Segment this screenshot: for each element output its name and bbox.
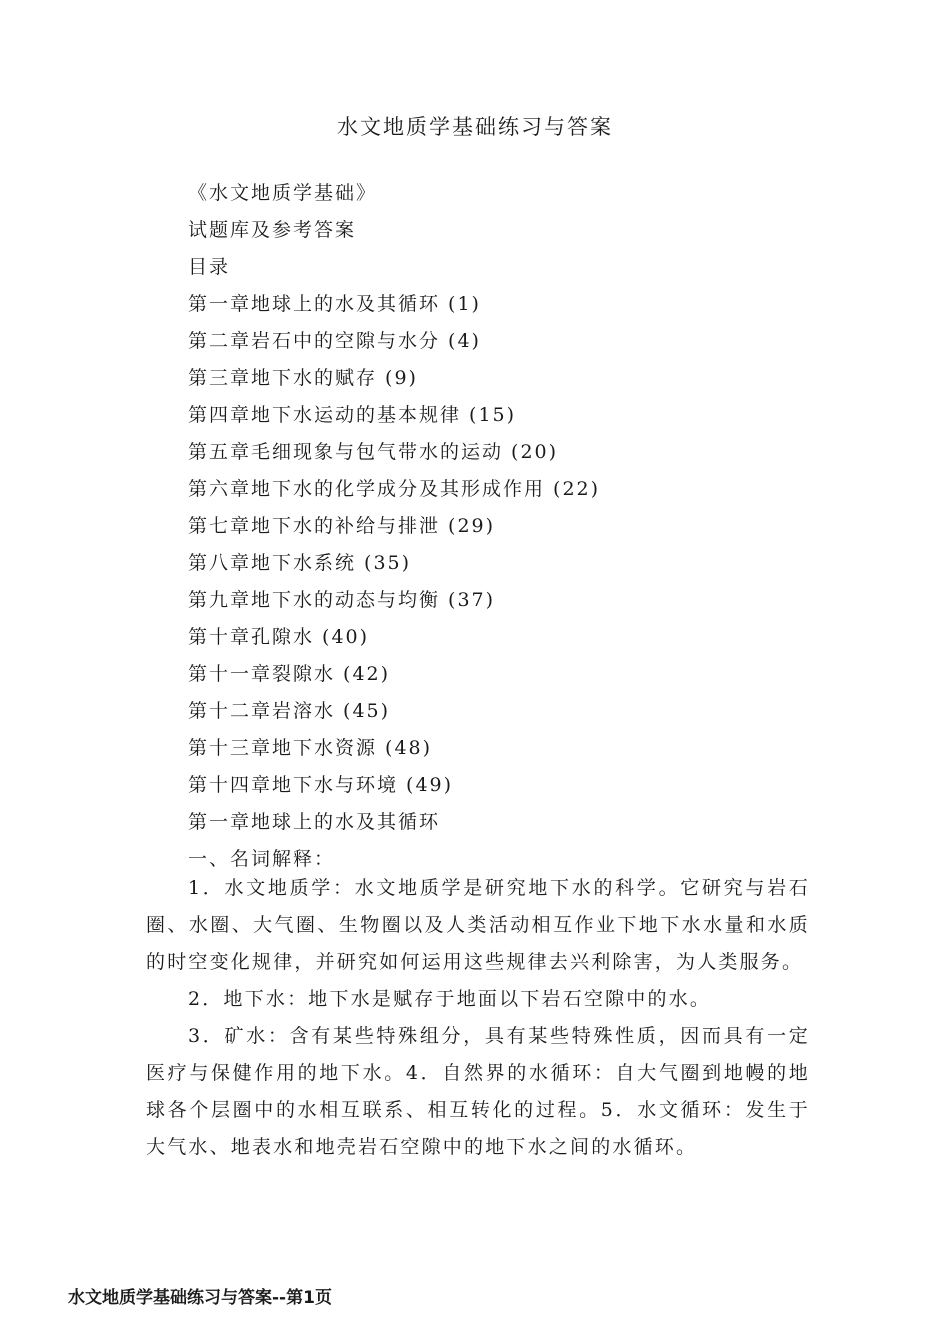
toc-heading: 目录 (188, 256, 231, 278)
body-text (146, 870, 810, 1166)
toc-entry: 第六章地下水的化学成分及其形成作用 (22) (188, 478, 601, 500)
page-footer: 水文地质学基础练习与答案--第1页 (68, 1288, 332, 1308)
section-heading: 一、名词解释： (188, 848, 336, 870)
toc-entry: 第十四章地下水与环境 (49) (188, 774, 454, 796)
toc-entry: 第四章地下水运动的基本规律 (15) (188, 404, 517, 426)
toc-entry: 第二章岩石中的空隙与水分 (4) (188, 330, 481, 352)
definition-paragraph: 3．矿水：含有某些特殊组分，具有某些特殊性质，因而具有一定医疗与保健作用的地下水。4．自然界的水循环：自大气圈到地幔的地球各个层圈中的水相互联系、相互转化的过程。5．水文循环：发生于大气水、地表水和地壳岩石空隙中的地下水之间的水循环。 (146, 1025, 810, 1158)
book-title: 《水文地质学基础》 (188, 182, 378, 204)
toc-entry: 第十三章地下水资源 (48) (188, 737, 433, 759)
toc-entry: 第五章毛细现象与包气带水的运动 (20) (188, 441, 559, 463)
definition-paragraph: 2．地下水：地下水是赋存于地面以下岩石空隙中的水。 (188, 988, 712, 1010)
toc-entry: 第十章孔隙水 (40) (188, 626, 370, 648)
toc-entry: 第一章地球上的水及其循环 (1) (188, 293, 481, 315)
toc-entry: 第十二章岩溶水 (45) (188, 700, 391, 722)
table-of-contents (188, 175, 600, 878)
page-title: 水文地质学基础练习与答案 (337, 115, 613, 139)
definition-paragraph: 1．水文地质学：水文地质学是研究地下水的科学。它研究与岩石圈、水圈、大气圈、生物圈以及人类活动相互作业下地下水水量和水质的时空变化规律，并研究如何运用这些规律去兴利除害，为人类服务。 (146, 877, 810, 973)
toc-entry: 第三章地下水的赋存 (9) (188, 367, 418, 389)
toc-entry: 第八章地下水系统 (35) (188, 552, 412, 574)
chapter-heading: 第一章地球上的水及其循环 (188, 811, 441, 833)
toc-entry: 第十一章裂隙水 (42) (188, 663, 391, 685)
toc-entry: 第九章地下水的动态与均衡 (37) (188, 589, 496, 611)
subtitle: 试题库及参考答案 (188, 219, 357, 241)
toc-entry: 第七章地下水的补给与排泄 (29) (188, 515, 496, 537)
